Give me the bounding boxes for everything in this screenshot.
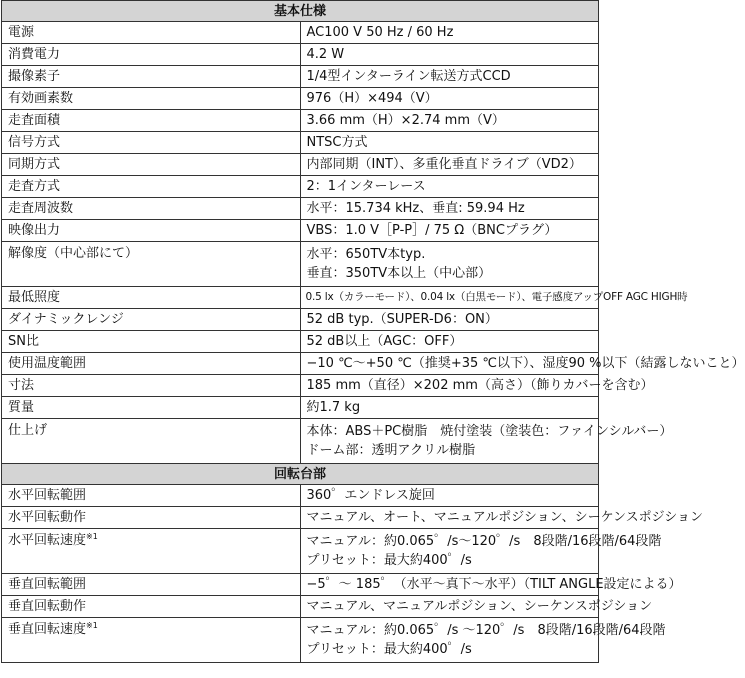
spec-value-line: −5゜〜 185゜（水平〜真下〜水平）（TILT ANGLE設定による） xyxy=(306,577,682,592)
spec-label: 同期方式 xyxy=(8,157,61,172)
footnote-marker: ※1 xyxy=(86,621,98,630)
spec-label-cell xyxy=(2,44,301,66)
section-title: 基本仕様 xyxy=(2,1,599,22)
spec-label-cell xyxy=(2,198,301,220)
spec-value-line: NTSC方式 xyxy=(306,135,368,150)
spec-value-cell xyxy=(300,154,599,176)
spec-label-cell xyxy=(2,22,301,44)
spec-value-line: プリセット：最大約400゜/s xyxy=(306,642,472,657)
spec-value-line: 水平：15.734 kHz、垂直: 59.94 Hz xyxy=(306,201,525,216)
spec-row xyxy=(2,353,599,375)
spec-value-cell xyxy=(300,529,662,574)
footnote-marker: ※1 xyxy=(86,532,98,541)
section-title: 回転台部 xyxy=(2,464,599,485)
spec-label: 垂直回転動作 xyxy=(8,599,87,614)
spec-label: 信号方式 xyxy=(8,135,61,150)
spec-label: 走査周波数 xyxy=(8,201,74,216)
spec-value-line: 水平：650TV本typ. xyxy=(306,247,426,262)
spec-row xyxy=(2,88,599,110)
spec-value-cell xyxy=(300,353,745,375)
spec-value-line: 3.66 mm（H）×2.74 mm（V） xyxy=(306,113,505,128)
spec-row xyxy=(2,529,599,574)
spec-value-line: AC100 V 50 Hz / 60 Hz xyxy=(306,25,454,40)
spec-value-cell xyxy=(300,110,599,132)
spec-row xyxy=(2,220,599,242)
spec-label-cell xyxy=(2,331,301,353)
spec-row xyxy=(2,596,599,618)
spec-value-line: 976（H）×494（V） xyxy=(306,91,438,106)
spec-value-line: 内部同期（INT）、多重化垂直ドライブ（VD2） xyxy=(306,157,582,172)
spec-row xyxy=(2,132,599,154)
spec-label-cell xyxy=(2,287,301,309)
spec-label-cell xyxy=(2,309,301,331)
spec-value-cell xyxy=(300,507,704,529)
spec-value-cell xyxy=(300,618,666,663)
spec-label: 水平回転速度 xyxy=(8,533,87,548)
spec-value-cell xyxy=(300,574,682,596)
spec-label-cell xyxy=(2,353,301,375)
spec-label-cell xyxy=(2,375,301,397)
spec-label-cell xyxy=(2,419,301,464)
spec-value-cell xyxy=(300,485,599,507)
spec-value-cell xyxy=(300,596,653,618)
spec-value-cell xyxy=(300,397,599,419)
spec-label: 走査方式 xyxy=(8,179,61,194)
spec-label: 撮像素子 xyxy=(8,69,61,84)
spec-label-cell xyxy=(2,574,301,596)
spec-row xyxy=(2,154,599,176)
spec-label-cell xyxy=(2,529,301,574)
spec-value-cell xyxy=(300,287,688,309)
spec-label-cell xyxy=(2,507,301,529)
spec-row xyxy=(2,66,599,88)
spec-label: 消費電力 xyxy=(8,47,61,62)
spec-value-line: 2：1インターレース xyxy=(306,179,426,194)
spec-row xyxy=(2,419,599,464)
spec-value-line: マニュアル、オート、マニュアルポジション、シーケンスポジション xyxy=(306,510,704,525)
spec-label: 垂直回転速度 xyxy=(8,622,87,637)
spec-value-cell xyxy=(300,242,599,287)
spec-label-cell xyxy=(2,220,301,242)
spec-label: 垂直回転範囲 xyxy=(8,577,87,592)
spec-row xyxy=(2,44,599,66)
spec-row xyxy=(2,22,599,44)
spec-label: 水平回転動作 xyxy=(8,510,87,525)
spec-label-cell xyxy=(2,242,301,287)
spec-label: 解像度（中心部にて） xyxy=(8,246,139,261)
spec-value-line: マニュアル：約0.065゜/s 〜120゜/s 8段階/16段階/64段階 xyxy=(306,623,666,638)
spec-row xyxy=(2,176,599,198)
spec-value-cell xyxy=(300,419,673,464)
spec-row xyxy=(2,309,599,331)
spec-label: 寸法 xyxy=(8,378,35,393)
spec-value-cell xyxy=(300,132,599,154)
spec-value-line: 本体：ABS＋PC樹脂 焼付塗装（塗装色：ファインシルバー） xyxy=(306,424,673,439)
spec-value-cell xyxy=(300,331,599,353)
spec-label-cell xyxy=(2,154,301,176)
spec-value-cell xyxy=(300,220,599,242)
spec-value-line: 360゜エンドレス旋回 xyxy=(306,488,435,503)
spec-label: 水平回転範囲 xyxy=(8,488,87,503)
spec-row xyxy=(2,574,599,596)
spec-label: 質量 xyxy=(8,400,35,415)
spec-label: ダイナミックレンジ xyxy=(8,312,124,327)
spec-label: 電源 xyxy=(8,25,35,40)
spec-label: 仕上げ xyxy=(8,423,48,438)
section-header-row xyxy=(2,464,599,485)
spec-value-cell xyxy=(300,309,599,331)
spec-value-line: マニュアル、マニュアルポジション、シーケンスポジション xyxy=(306,599,653,614)
spec-label: 映像出力 xyxy=(8,223,61,238)
spec-label-cell xyxy=(2,110,301,132)
spec-label: 有効画素数 xyxy=(8,91,74,106)
spec-label-cell xyxy=(2,88,301,110)
spec-value-line: 4.2 W xyxy=(306,47,345,62)
spec-row xyxy=(2,507,599,529)
spec-value-line: −10 ℃〜+50 ℃（推奨+35 ℃以下）、湿度90 %以下（結露しないこと） xyxy=(306,356,745,371)
spec-value-cell xyxy=(300,88,599,110)
spec-value-cell xyxy=(300,66,599,88)
spec-value-line: ドーム部：透明アクリル樹脂 xyxy=(306,443,476,458)
spec-value-line: 52 dB以上（AGC：OFF） xyxy=(306,334,463,349)
spec-table xyxy=(1,0,745,663)
spec-row xyxy=(2,397,599,419)
spec-value-cell xyxy=(300,44,599,66)
spec-value-cell xyxy=(300,375,654,397)
spec-row xyxy=(2,485,599,507)
spec-label: 最低照度 xyxy=(8,290,61,305)
spec-label-cell xyxy=(2,176,301,198)
spec-label: 走査面積 xyxy=(8,113,61,128)
spec-row xyxy=(2,110,599,132)
spec-value-line: 垂直：350TV本以上（中心部） xyxy=(306,266,492,281)
spec-row xyxy=(2,375,599,397)
spec-label: SN比 xyxy=(8,334,39,349)
spec-row xyxy=(2,198,599,220)
spec-value-line: VBS：1.0 V［P-P］/ 75 Ω（BNCプラグ） xyxy=(306,223,558,238)
spec-table-body xyxy=(2,1,745,663)
spec-value-line: プリセット：最大約400゜/s xyxy=(306,553,472,568)
spec-value-cell xyxy=(300,22,599,44)
spec-value-line: 1/4型インターライン転送方式CCD xyxy=(306,69,511,84)
spec-row xyxy=(2,242,599,287)
spec-value-cell xyxy=(300,176,599,198)
spec-value-line: マニュアル：約0.065゜/s〜120゜/s 8段階/16段階/64段階 xyxy=(306,534,662,549)
section-header-row xyxy=(2,1,599,22)
spec-label-cell xyxy=(2,485,301,507)
spec-value-cell xyxy=(300,198,599,220)
spec-value-line: 約1.7 kg xyxy=(306,400,361,415)
spec-value-line: 52 dB typ.（SUPER-D6：ON） xyxy=(306,312,498,327)
spec-row xyxy=(2,287,599,309)
spec-label-cell xyxy=(2,397,301,419)
spec-row xyxy=(2,618,599,663)
spec-label-cell xyxy=(2,132,301,154)
spec-value-line: 0.5 lx（カラーモード）、0.04 lx（白黒モード）、電子感度アップOFF AGC HIGH時 xyxy=(305,291,688,303)
spec-label-cell xyxy=(2,596,301,618)
spec-row xyxy=(2,331,599,353)
spec-label: 使用温度範囲 xyxy=(8,356,87,371)
spec-label-cell xyxy=(2,66,301,88)
spec-value-line: 185 mm（直径）×202 mm（高さ）（飾りカバーを含む） xyxy=(306,378,654,393)
spec-label-cell xyxy=(2,618,301,663)
